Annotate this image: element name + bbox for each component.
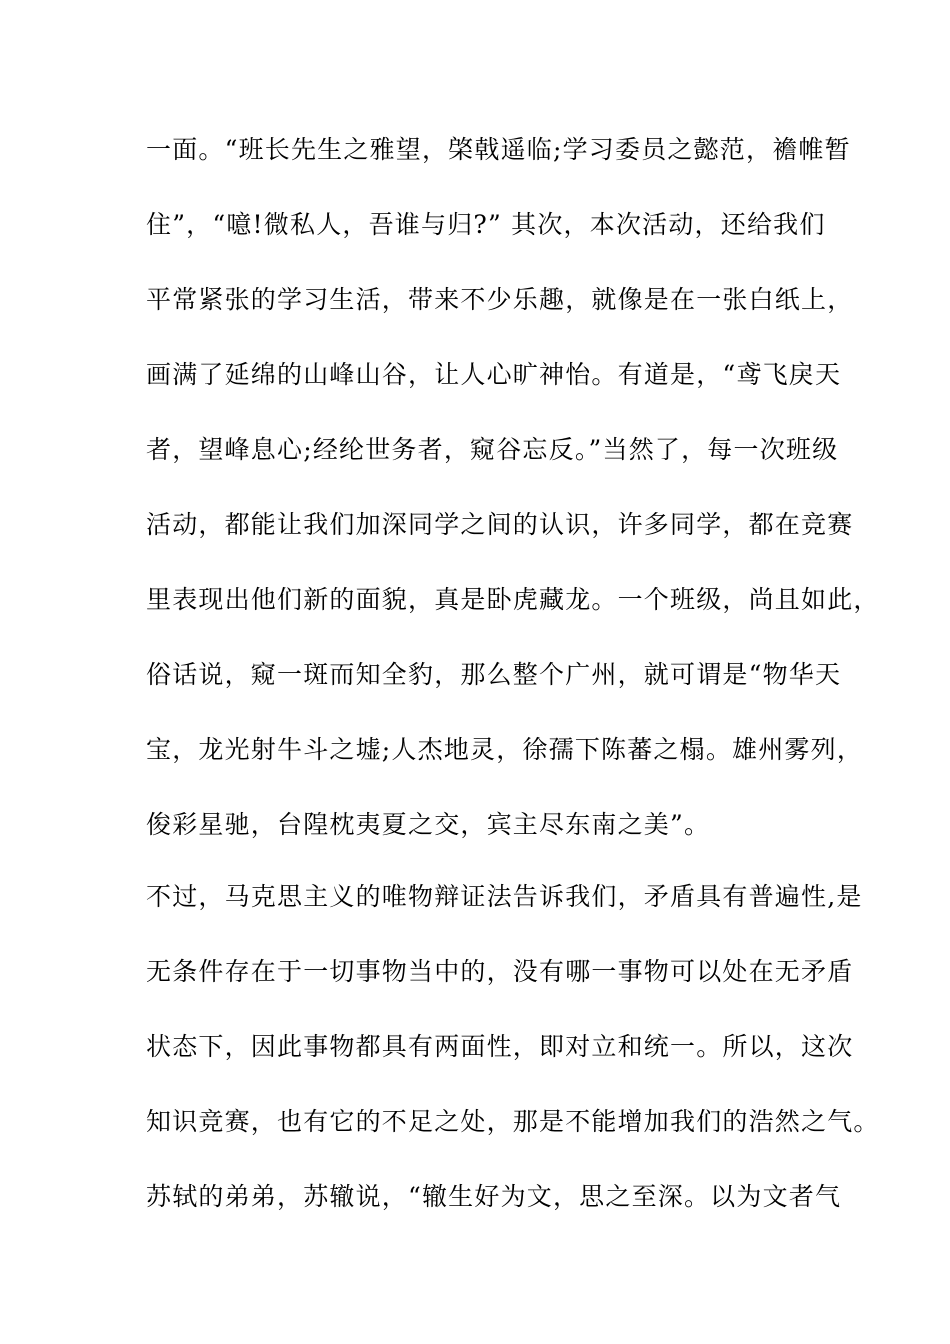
text-line: 状态下，因此事物都具有两面性，即对立和统一。所以，这次	[146, 1032, 854, 1061]
text-line: 者，望峰息心;经纶世务者，窥谷忘反。”当然了，每一次班级	[146, 435, 839, 464]
text-line: 活动，都能让我们加深同学之间的认识，许多同学，都在竞赛	[146, 510, 854, 539]
text-line: 俊彩星驰，台隍枕夷夏之交，宾主尽东南之美”。	[146, 810, 711, 839]
text-line: 一面。“班长先生之雅望，棨戟遥临;学习委员之懿范，襜帷暂	[146, 135, 851, 164]
text-line: 无条件存在于一切事物当中的，没有哪一事物可以处在无矛盾	[146, 957, 854, 986]
text-line: 俗话说，窥一斑而知全豹，那么整个广州，就可谓是“物华天	[146, 660, 842, 689]
text-line: 里表现出他们新的面貌，真是卧虎藏龙。一个班级，尚且如此，	[146, 585, 880, 614]
text-line: 不过，马克思主义的唯物辩证法告诉我们，矛盾具有普遍性,是	[146, 882, 863, 911]
text-line: 苏轼的弟弟，苏辙说，“辙生好为文，思之至深。以为文者气	[146, 1182, 842, 1211]
text-line: 平常紧张的学习生活，带来不少乐趣，就像是在一张白纸上，	[146, 285, 854, 314]
text-line: 知识竞赛，也有它的不足之处，那是不能增加我们的浩然之气。	[146, 1107, 880, 1136]
text-line: 宝，龙光射牛斗之墟;人杰地灵，徐孺下陈蕃之榻。雄州雾列，	[146, 735, 864, 764]
text-line: 画满了延绵的山峰山谷，让人心旷神怡。有道是，“鸢飞戾天	[146, 360, 842, 389]
text-line: 住”，“噫!微私人，吾谁与归?” 其次，本次活动，还给我们	[146, 210, 826, 239]
